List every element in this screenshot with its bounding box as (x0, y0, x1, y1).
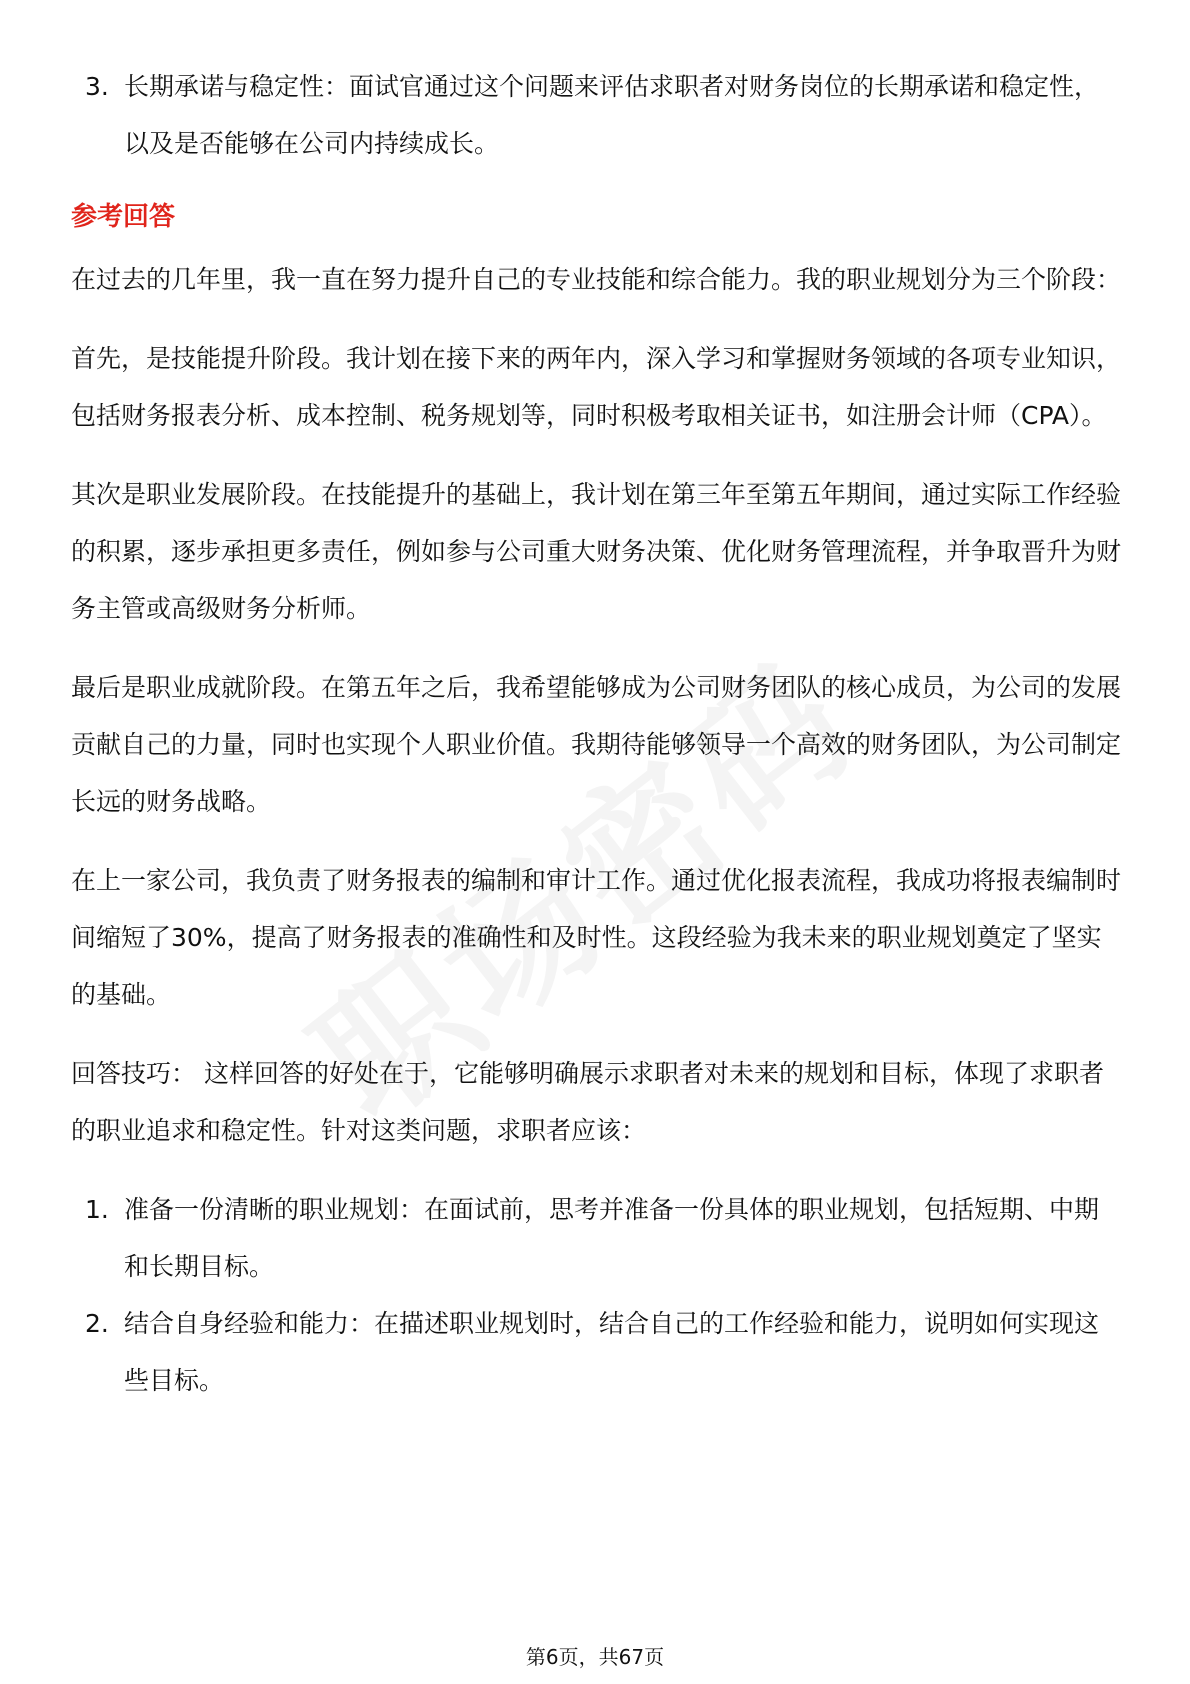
list-item-text: 长期承诺与稳定性：面试官通过这个问题来评估求职者对财务岗位的长期承诺和稳定性，以及是否能够在公司内持续成长。 (124, 72, 1100, 158)
list-item-number: 1. (85, 1195, 109, 1224)
list-item (71, 58, 1121, 172)
paragraph: 其次是职业发展阶段。在技能提升的基础上，我计划在第三年至第五年期间，通过实际工作经验的积累，逐步承担更多责任，例如参与公司重大财务决策、优化财务管理流程，并争取晋升为财务主管或高级财务分析师。 (71, 480, 1122, 623)
list-item (71, 1295, 1121, 1409)
list-item-text: 结合自身经验和能力：在描述职业规划时，结合自己的工作经验和能力，说明如何实现这些目标。 (124, 1309, 1100, 1395)
page-content (71, 58, 1121, 1409)
list-item-number: 2. (85, 1309, 109, 1338)
page-number: 第6页，共67页 (525, 1645, 665, 1669)
list-item-text: 准备一份清晰的职业规划：在面试前，思考并准备一份具体的职业规划，包括短期、中期和长期目标。 (124, 1195, 1100, 1281)
paragraph: 在过去的几年里，我一直在努力提升自己的专业技能和综合能力。我的职业规划分为三个阶段： (71, 265, 1122, 294)
paragraph: 回答技巧： 这样回答的好处在于，它能够明确展示求职者对未来的规划和目标，体现了求职者的职业追求和稳定性。针对这类问题，求职者应该： (71, 1059, 1104, 1145)
paragraph: 最后是职业成就阶段。在第五年之后，我希望能够成为公司财务团队的核心成员，为公司的发展贡献自己的力量，同时也实现个人职业价值。我期待能够领导一个高效的财务团队，为公司制定长远的财务战略。 (71, 673, 1122, 816)
paragraph: 首先，是技能提升阶段。我计划在接下来的两年内，深入学习和掌握财务领域的各项专业知识，包括财务报表分析、成本控制、税务规划等，同时积极考取相关证书，如注册会计师（CPA）。 (71, 344, 1122, 430)
list-item (71, 1181, 1121, 1295)
section-title: 参考回答 (71, 202, 176, 232)
paragraph: 在上一家公司，我负责了财务报表的编制和审计工作。通过优化报表流程，我成功将报表编制时间缩短了30%，提高了财务报表的准确性和及时性。这段经验为我未来的职业规划奠定了坚实的基础。 (71, 866, 1122, 1009)
list-item-number: 3. (85, 72, 109, 101)
